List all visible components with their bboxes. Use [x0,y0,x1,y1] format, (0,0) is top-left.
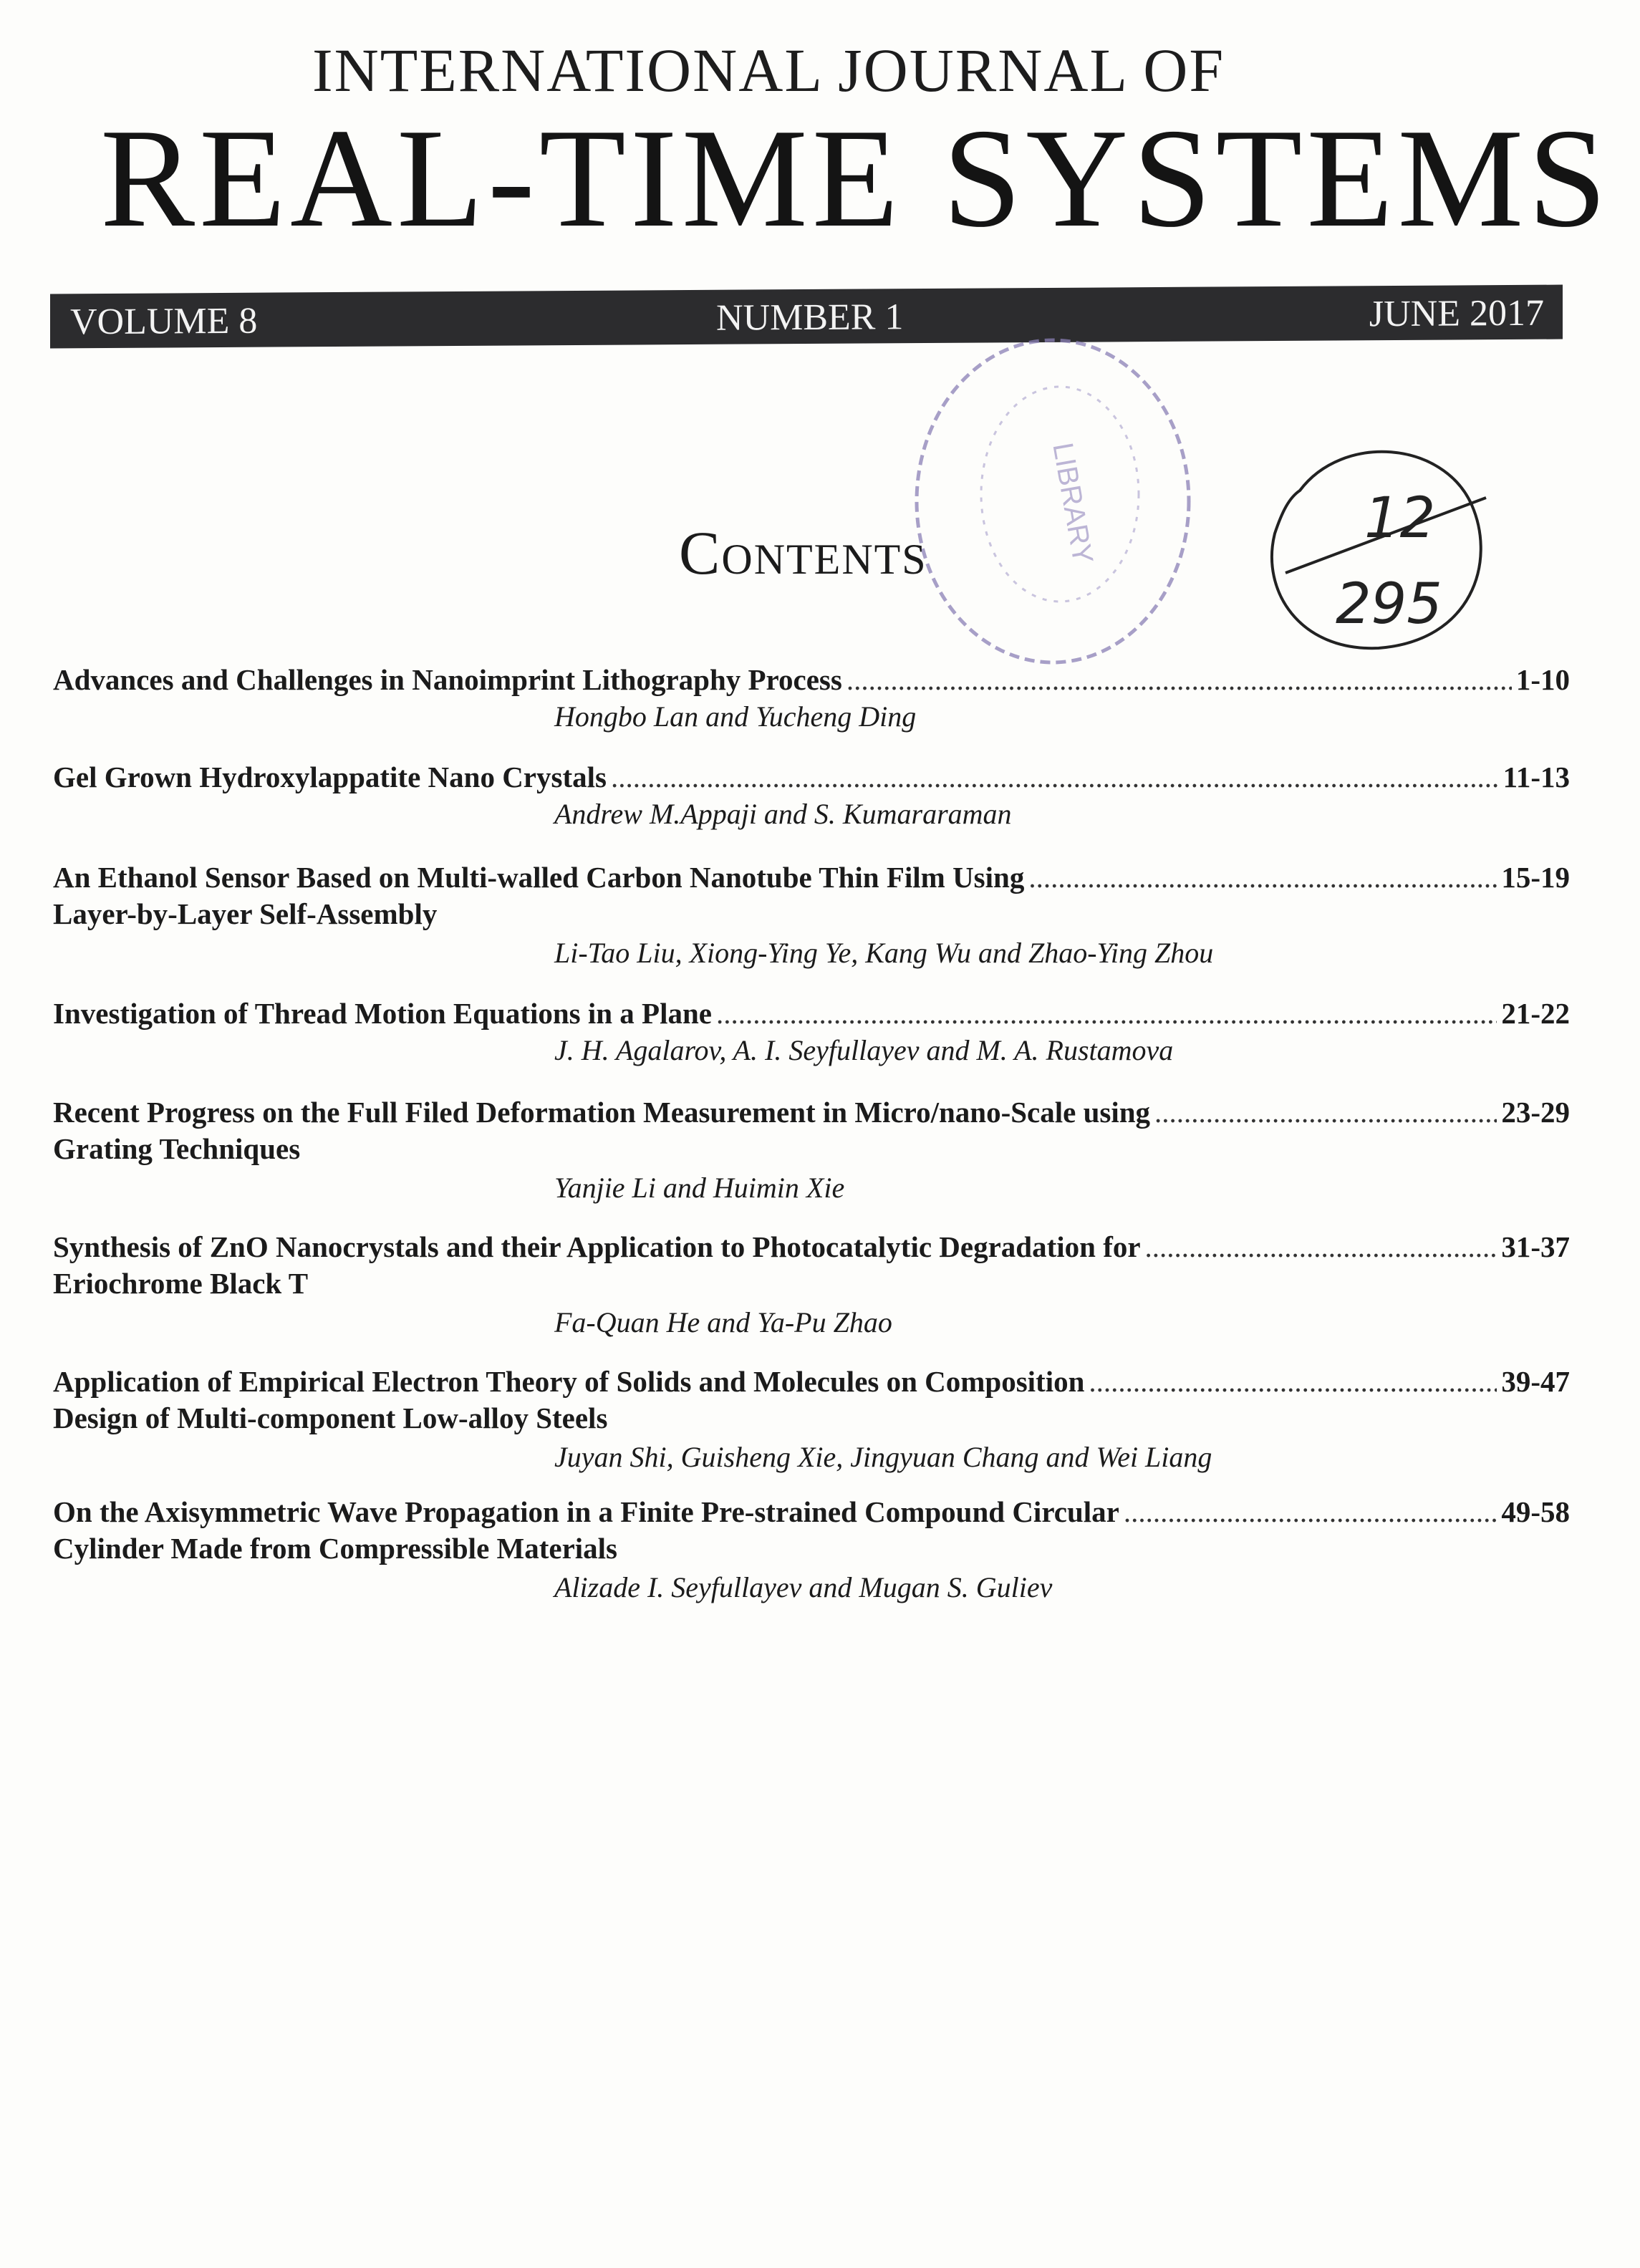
leader-dots [716,996,1497,1031]
entry-title: An Ethanol Sensor Based on Multi-walled Carbon Nanotube Thin Film Using [53,861,1025,894]
toc-entry[interactable] [53,860,1570,973]
volume-label: VOLUME 8 [70,300,258,343]
entry-title: Synthesis of ZnO Nanocrystals and their Application to Photocatalytic Degradation for [53,1230,1141,1263]
entry-authors: Alizade I. Seyfullayev and Mugan S. Guliev [554,1571,1053,1603]
toc-entry[interactable] [53,1495,1570,1608]
stamp-text: LIBRARY [1046,440,1099,566]
leader-dots [846,662,1512,697]
leader-dots [1145,1230,1497,1264]
entry-title-continued: Design of Multi-component Low-alloy Steels [53,1401,608,1434]
leader-dots [1028,860,1497,894]
entry-pages: 23-29 [1501,1096,1570,1129]
entry-authors: Hongbo Lan and Yucheng Ding [554,700,917,733]
entry-title: On the Axisymmetric Wave Propagation in a Finite Pre-strained Compound Circular [53,1495,1119,1528]
date-label: JUNE 2017 [1369,292,1544,335]
entry-pages: 11-13 [1502,761,1570,793]
toc-entry[interactable] [53,1230,1570,1343]
entry-title: Recent Progress on the Full Filed Deformation Measurement in Micro/nano-Scale using [53,1096,1151,1129]
entry-title: Gel Grown Hydroxylappatite Nano Crystals [53,761,607,793]
handwritten-note [1257,426,1500,670]
entry-title-continued: Eriochrome Black T [53,1267,309,1300]
entry-pages: 1-10 [1515,663,1570,696]
leader-dots [1154,1095,1497,1129]
note-bottom-number: 295 [1336,572,1442,637]
entry-pages: 21-22 [1501,997,1570,1030]
leader-dots [611,760,1499,794]
entry-authors: Yanjie Li and Huimin Xie [554,1172,845,1204]
leader-dots [1089,1364,1497,1399]
entry-authors: Li-Tao Liu, Xiong-Ying Ye, Kang Wu and Zhao-Ying Zhou [554,937,1214,969]
entry-authors: Fa-Quan He and Ya-Pu Zhao [554,1306,892,1338]
table-of-contents [53,662,1570,1608]
entry-title: Application of Empirical Electron Theory of Solids and Molecules on Composition [53,1365,1085,1398]
entry-title-continued: Cylinder Made from Compressible Materials [53,1532,618,1565]
entry-title: Investigation of Thread Motion Equations in a Plane [53,997,712,1030]
toc-entry[interactable] [53,996,1570,1071]
entry-pages: 39-47 [1501,1365,1570,1398]
number-label: NUMBER 1 [716,296,904,339]
note-top-number: 12 [1364,486,1436,551]
toc-entry[interactable] [53,662,1570,737]
entry-authors: Andrew M.Appaji and S. Kumararaman [554,798,1012,830]
entry-title-continued: Grating Techniques [53,1132,301,1165]
journal-title-line1: INTERNATIONAL JOURNAL OF [312,36,1225,105]
entry-authors: Juyan Shi, Guisheng Xie, Jingyuan Chang and Wei Liang [554,1441,1212,1473]
entry-pages: 31-37 [1501,1230,1570,1263]
toc-entry[interactable] [53,760,1570,834]
toc-entry[interactable] [53,1364,1570,1477]
entry-title-continued: Layer-by-Layer Self-Assembly [53,897,438,930]
journal-title-line2: REAL-TIME SYSTEMS [100,100,1611,256]
entry-title: Advances and Challenges in Nanoimprint Lithography Process [53,663,842,696]
issue-banner [50,285,1563,349]
leader-dots [1124,1495,1497,1529]
entry-pages: 49-58 [1501,1495,1570,1528]
toc-entry[interactable] [53,1095,1570,1208]
entry-authors: J. H. Agalarov, A. I. Seyfullayev and M. A. Rustamova [554,1034,1174,1066]
contents-heading: Contents [679,518,927,587]
entry-pages: 15-19 [1501,861,1570,894]
library-stamp-icon [899,326,1207,677]
